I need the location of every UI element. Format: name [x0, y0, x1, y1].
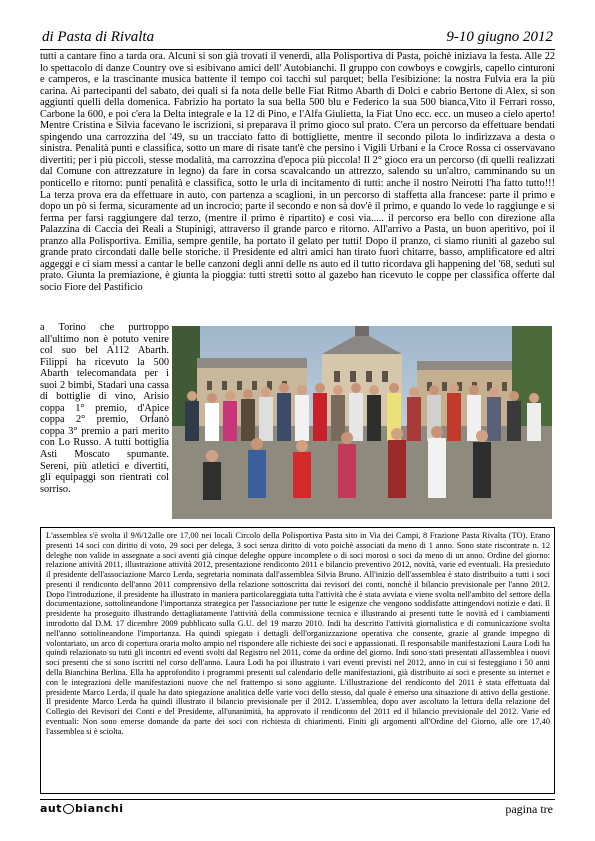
autobianchi-logo — [40, 802, 124, 815]
assembly-report-text: L'assemblea s'è svolta il 9/6/12alle ore 17,00 nei locali Circolo della Polisportiva Pasta sito in Via dei Campi, 8 Frazione Pasta Rivalta (TO). Erano presenti 14 soci con diritto di voto, 29 soci per delega, 3 soci senza diritto di voto poichè associati da meno di 1 anno. Sono state riscontrate n. 12 deleghe non valide in assegnate a soci aventi già cinque deleghe oppure incomplete o di soci morosi o soci da meno di un anno. Ordine del giorno: relazione attività 2011, illustrazione attività 2012, presentazione rendiconto 2011 e bilancio preventivo 2012, novità, varie ed eventuali. Ha presieduto il presidente dell'associazione Marco Lerda, segretaria nominata dall'assemblea Silvia Bruno. All'inizio dell'assemblea è stato distribuito a tutti i soci presenti il rendiconto dell'anno 2011 comprensivo della relazione sottoscritta dai revisori dei conti, nonchè il bilancio previsionale per l'anno 2012. Dopo l'introduzione, il presidente ha illustrato in maniera particolareggiata tutta l'attività che è stata avviata e viene svolta nell'ambito del settore della documentazione, sottolineandone l'importanza strategica per l'associazione per tutte le esigenze che vengono soddisfatte attingendovi notizie e dati. Il presidente ha proseguito illustrando dettagliatamente l'attività della commissione tecnica e illustrando ai presenti tutte le novità ed i cambiamenti introdotto dal D.M. 17 dicembre 2009 pubblicato sulla G.U. del 19 marzo 2010. Indi ha descritto l'attività giornalistica e di comunicazione svolta nell'anno sottolineandone l'importanza. Ha quindi spiegato i dettagli dell'organizzazione operativa che consente, grazie al grande impegno di volontariato, un arco di copertura oraria molto ampio nel rispondere alle richieste dei soci e appassionati. Il responsabile manifestazioni Laura Lodi ha quindi relazionato su tutti gli incontri ed eventi svolti dal Registro nel 2011, come da ordine del giorno. Indi sono stati presentati all'assemblea i nuovi soci presenti che si sono iscritti nel corso dell'anno. Laura Lodi ha poi illustrato i vari eventi previsti nel 2012, anno in cui si festeggiano i 50 anni della Bianchina Berlina. Ella ha approfondito i programmi presenti sul calendario delle manifestazioni, già distribuito ai soci e presente su internet e con le integrazioni delle manifestazioni nuove che nel frattempo si sono aggiunte. L'illustrazione del rendiconto del 2011 è stata effettuata dal presidente Marco Lerda, il quale ha dato spiegazione analitica delle varie voci dello stesso, dal quale è emerso una situazione di attivo della gestione. Il presidente Marco Lerda ha quindi illustrato il bilancio previsionale per il 2012. L'assemblea, dopo aver ascoltato la lettura della relazione del Collegio dei Revisori dei Conti e del Presidente, all'unanimità, ha approvato il rendiconto del 2011 ed il bilancio previsionale del 2012. Varie ed eventuali: Non sono emerse domande da parte dei soci con richiesta di chiarimenti. Finiti gli argomenti all'Ordine del Giorno, alle ore 17,40 l'assemblea si è sciolta. — [46, 531, 550, 736]
page-footer — [40, 799, 555, 818]
autobianchi-logo-icon — [63, 804, 74, 814]
article-paragraph-side: a Torino che purtroppo all'ultimo non è potuto venire col suo bel A112 Abarth. Filippi ha ricevuto la 500 Abarth telecomandata per i suoi 2 bimbi, Stadari una cassa di bottiglie di vino, Arisio coppa 1° premio, d'Apice coppa 2° premio, Orfanò coppa 3° premio a pari merito con Lo Russo. A tutti bottiglia Asti Moscato spumante. Sereni, più atletici e divertiti, gli equipaggi son rientrati col sorriso. — [40, 322, 169, 495]
group-photo-illustration — [172, 326, 552, 519]
header-date: 9-10 giugno 2012 — [446, 29, 553, 45]
article-side-column — [40, 322, 169, 518]
logo-text-right: bianchi — [75, 802, 124, 815]
assembly-report-box — [40, 527, 555, 794]
article-paragraph-main: tutti a cantare fino a tarda ora. Alcuni si son già trovati il venerdì, alla Polisportiva di Pasta, poichè iniziava la festa. Alle 22 lo spettacolo di danze Country ove si esibivano amici dell' Autobianchi. Il gruppo con cowboys e cowgirls, capello cinturoni e camperos, e la trascinante musica battente il tempo coi tacchi sul parquet; bella l'esibizione: la nostra Fulvia era la più carina. Ai partecipanti del sabato, dei quali si fa nota delle belle Fiat Ritmo Abarth di Dolci e cabrio Bertone di Alex, si son aggiunti quelli della domenica. Fabrizio ha portato la sua bella 500 blu e Federico la sua 500 bianca,Vito il Ferrari rosso, Carbone la 600, e poi c'era la Delta integrale e la 12 di Pino, e l'Alfa Giulietta, la Fiat Uno ecc. ecc. un museo a cielo aperto! Mentre Cristina e Silvia facevano le iscrizioni, si preparava il primo gioco sul prato. C'era un percorso da effettuare bendati spingendo una carrozzina del '49, su un tracciato fatto di bottigliette, mentre il secondo pilota lo indirizzava a desta o sinistra. Penalità punti e classifica, sotto un mare di risate tant'è che persino i Vigili Urbani e la Croce Rossa ci osservavano divertiti; per i più piccoli, stesse modalità, ma carrozzina d'epoca più piccola! Il 2° gioco era un percorso (di quelli realizzati dal Comune con attrezzature in legno) da fare in corsa scavalcando un attrezzo, salendo su un'altro, camminando su un ponticello e ritorno: punti penalità e classifica, sotto le urla di incitamento di tutti: anche il nostro Neirotti l'ha fatto tutto!!! La terza prova era da effettuare in auto, con partenza a scaglioni, in un percorso di staffetta alla francese: parte il primo e dopo un pò si ferma, sicuramente ad un incrocio; parte il secondo e non sà dov'è il primo, e quando lo vede lo raggiunge e si ferma per farsi raggiungere dal terzo, (mentre il primo è ripartito) e così via..... il percorso era bello con direzione alla Palazzina di Caccia dei Reali a Stupinigi, attraverso il grande parco e ritorno. All'arrivo a Pasta, un buon aperitivo, poi il pranzo alla Polisportiva. Emilia, sempre gentile, ha portato il gelato per tutti! Dopo il pranzo, ci siamo riuniti al gazebo sul grande prato circondati dalle belle storiche. il Presidente ed altri amici han tirato fuori chitarre, basso, amplificatore ed altri aggeggi e ci siam messi a cantar le belle canzoni degli anni delle ns auto ed il tutto ricordava gli happening del '68, seduti sul prato. Giunta la premiazione, è giunta la pioggia: tutti stretti sotto al gazebo han ricevuto le coppe per classifica offerte dal socio Fiore del Pastificio — [40, 51, 555, 293]
page-number: pagina tre — [505, 802, 553, 816]
logo-text-left: aut — [40, 802, 63, 815]
page-header — [40, 27, 555, 50]
header-publication: di Pasta di Rivalta — [42, 29, 155, 45]
group-photo — [172, 326, 552, 519]
article-main — [40, 51, 555, 323]
